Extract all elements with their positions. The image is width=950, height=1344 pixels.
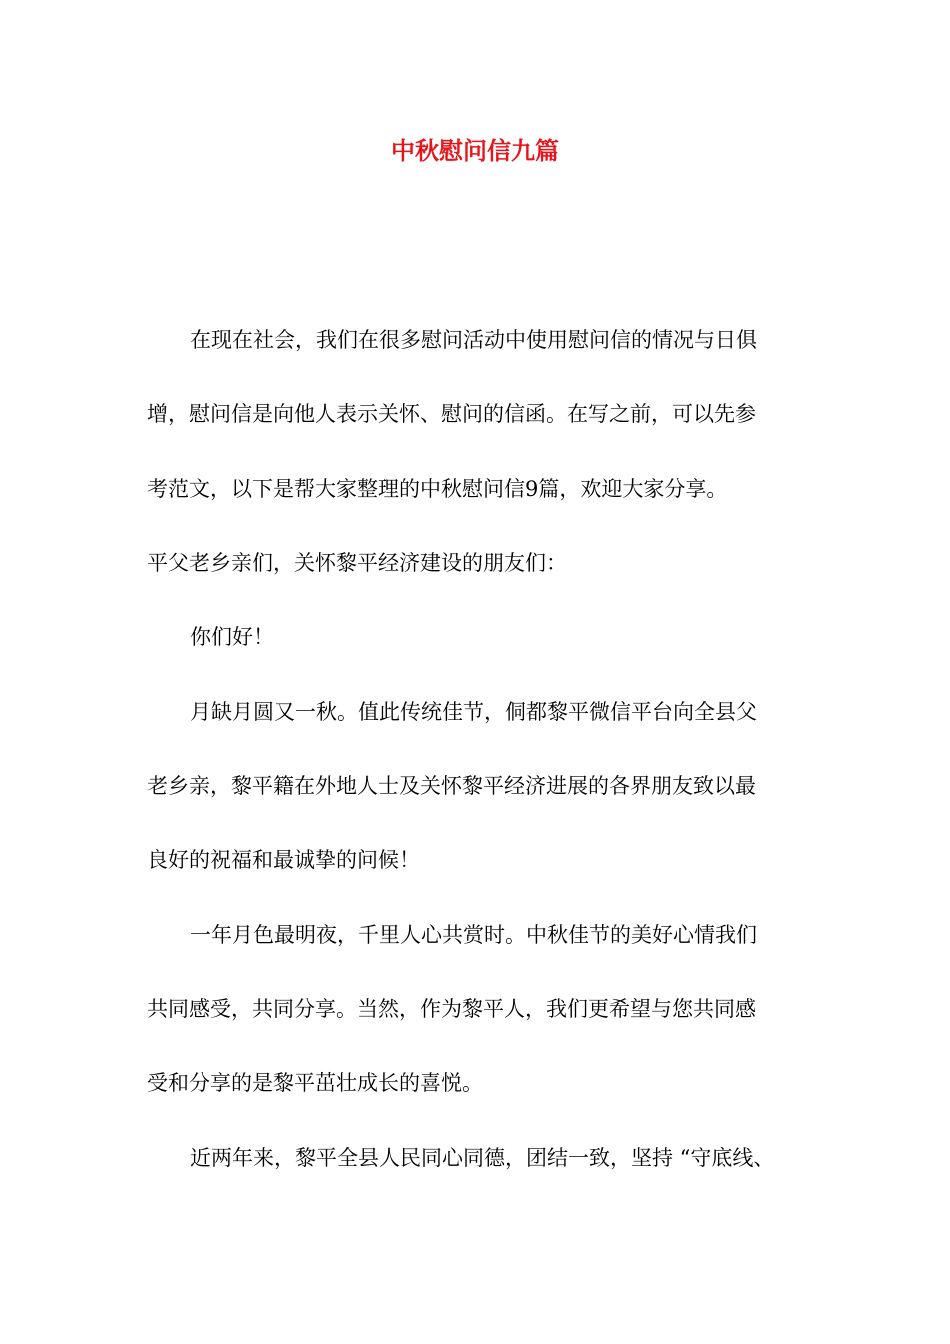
document-title: 中秋慰问信九篇 bbox=[391, 136, 559, 165]
salutation-line: 平父老乡亲们，关怀黎平经济建设的朋友们： bbox=[147, 551, 567, 575]
body-line-1: 在现在社会，我们在很多慰问活动中使用慰问信的情况与日俱 bbox=[190, 328, 757, 352]
body-line-2: 增，慰问信是向他人表示关怀、慰问的信函。在写之前，可以先参 bbox=[147, 402, 756, 426]
body-line-12: 近两年来，黎平全县人民同心同德，团结一致，坚持 “守底线、 bbox=[190, 1146, 775, 1170]
body-line-8: 良好的祝福和最诚挚的问候！ bbox=[147, 848, 420, 872]
body-line-7: 老乡亲，黎平籍在外地人士及关怀黎平经济进展的各界朋友致以最 bbox=[147, 774, 756, 798]
body-line-10: 共同感受，共同分享。当然，作为黎平人，我们更希望与您共同感 bbox=[147, 997, 756, 1021]
body-line-3: 考范文，以下是帮大家整理的中秋慰问信9篇，欢迎大家分享。 bbox=[147, 477, 728, 501]
body-line-9: 一年月色最明夜，千里人心共赏时。中秋佳节的美好心情我们 bbox=[190, 923, 757, 947]
greeting-line: 你们好！ bbox=[190, 625, 274, 649]
body-line-11: 受和分享的是黎平茁壮成长的喜悦。 bbox=[147, 1071, 483, 1095]
body-line-6: 月缺月圆又一秋。值此传统佳节，侗都黎平微信平台向全县父 bbox=[190, 700, 757, 724]
